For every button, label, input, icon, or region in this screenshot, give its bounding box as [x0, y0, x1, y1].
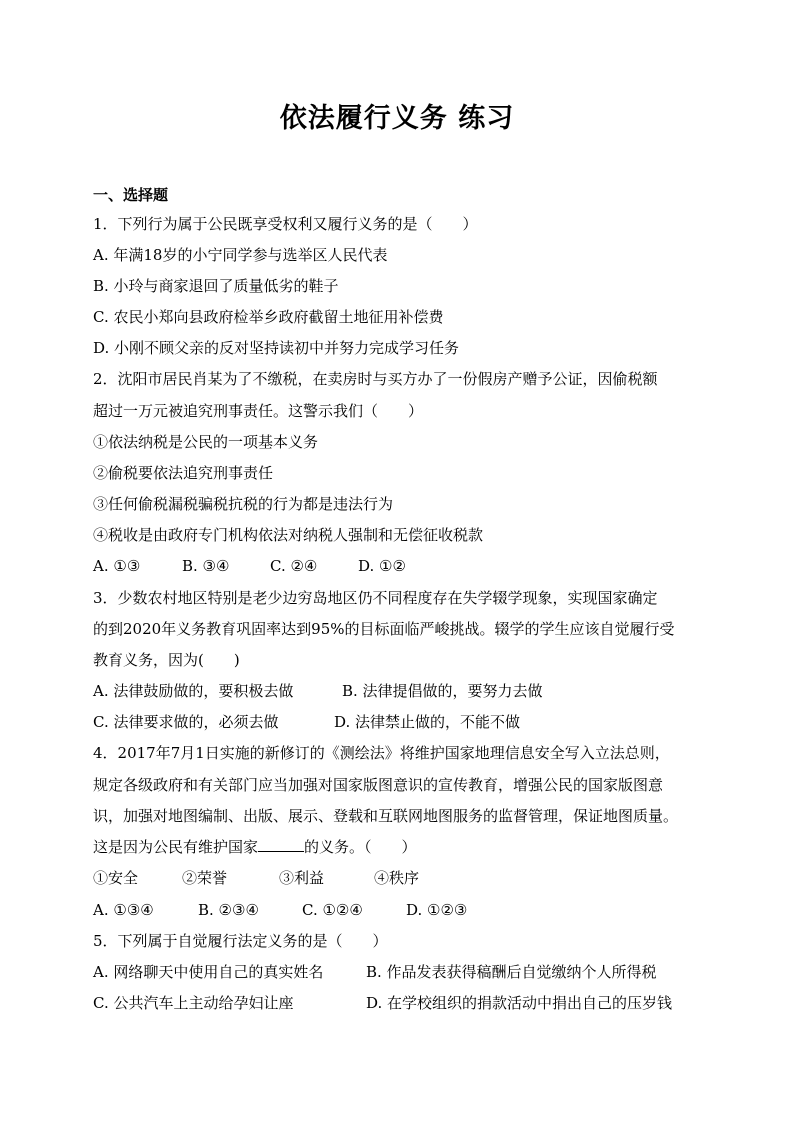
question-3-stem-line1: 3．少数农村地区特别是老少边穷岛地区仍不同程度存在失学辍学现象，实现国家确定	[93, 589, 658, 607]
question-5-option-d: D. 在学校组织的捐款活动中捐出自己的压岁钱	[366, 994, 673, 1012]
question-4-statement-2: ②荣誉	[182, 869, 228, 887]
question-5-option-b: B. 作品发表获得稿酬后自觉缴纳个人所得税	[366, 963, 657, 981]
question-1-option-d: D. 小刚不顾父亲的反对坚持读初中并努力完成学习任务	[93, 339, 460, 357]
question-4-statement-4: ④秩序	[374, 869, 420, 887]
section-heading: 一、选择题	[93, 186, 169, 204]
question-1-option-b: B. 小玲与商家退回了质量低劣的鞋子	[93, 277, 339, 295]
question-2-stem-line1: 2．沈阳市居民肖某为了不缴税，在卖房时与买方办了一份假房产赠予公证，因偷税额	[93, 370, 658, 388]
question-4-option-b: B. ②③④	[198, 901, 259, 919]
question-1-option-a: A. 年满18岁的小宁同学参与选举区人民代表	[93, 246, 388, 264]
question-2-statement-4: ④税收是由政府专门机构依法对纳税人强制和无偿征收税款	[93, 526, 484, 544]
question-4-stem-line4	[93, 837, 417, 857]
question-4-option-a: A. ①③④	[93, 901, 154, 919]
question-5-option-c: C. 公共汽车上主动给孕妇让座	[93, 994, 294, 1012]
question-4-option-d: D. ①②③	[406, 901, 468, 919]
question-5-option-a: A. 网络聊天中使用自己的真实姓名	[93, 963, 324, 981]
question-1-stem: 1．下列行为属于公民既享受权利又履行义务的是（ ）	[93, 215, 478, 233]
question-4-option-c: C. ①②④	[302, 901, 363, 919]
question-2-statement-2: ②偷税要依法追究刑事责任	[93, 464, 274, 482]
question-4-stem-line2: 规定各级政府和有关部门应当加强对国家版图意识的宣传教育，增强公民的国家版图意	[93, 776, 664, 794]
answer-blank	[258, 837, 304, 852]
document-title: 依法履行义务 练习	[279, 103, 515, 134]
question-1-option-c: C. 农民小郑向县政府检举乡政府截留土地征用补偿费	[93, 308, 444, 326]
question-3-stem-line2: 的到2020年义务教育巩固率达到95%的目标面临严峻挑战。辍学的学生应该自觉履行受	[93, 620, 675, 638]
question-4-stem-line3: 识，加强对地图编制、出版、展示、登载和互联网地图服务的监督管理，保证地图质量。	[93, 807, 679, 825]
question-4-stem-line1: 4．2017年7月1日实施的新修订的《测绘法》将维护国家地理信息安全写入立法总则，	[93, 744, 670, 762]
question-2-stem-line2: 超过一万元被追究刑事责任。这警示我们（ ）	[93, 402, 424, 420]
question-2-option-b: B. ③④	[182, 557, 230, 575]
question-4-statement-1: ①安全	[93, 869, 139, 887]
question-3-option-b: B. 法律提倡做的，要努力去做	[342, 682, 543, 700]
question-3-stem-line3: 教育义务，因为( )	[93, 651, 240, 669]
question-2-statement-1: ①依法纳税是公民的一项基本义务	[93, 433, 319, 451]
question-2-statement-3: ③任何偷税漏税骗税抗税的行为都是违法行为	[93, 495, 394, 513]
question-3-option-c: C. 法律要求做的，必须去做	[93, 713, 279, 731]
question-2-option-d: D. ①②	[358, 557, 406, 575]
question-4-statement-3: ③利益	[279, 869, 325, 887]
question-3-option-a: A. 法律鼓励做的，要积极去做	[93, 682, 294, 700]
question-2-option-a: A. ①③	[93, 557, 141, 575]
question-3-option-d: D. 法律禁止做的，不能不做	[334, 713, 521, 731]
question-4-stem-before-blank: 这是因为公民有维护国家	[93, 838, 259, 856]
question-5-stem: 5．下列属于自觉履行法定义务的是（ ）	[93, 932, 388, 950]
question-2-option-c: C. ②④	[270, 557, 318, 575]
question-4-stem-after-blank: 的义务。（ ）	[304, 838, 417, 856]
